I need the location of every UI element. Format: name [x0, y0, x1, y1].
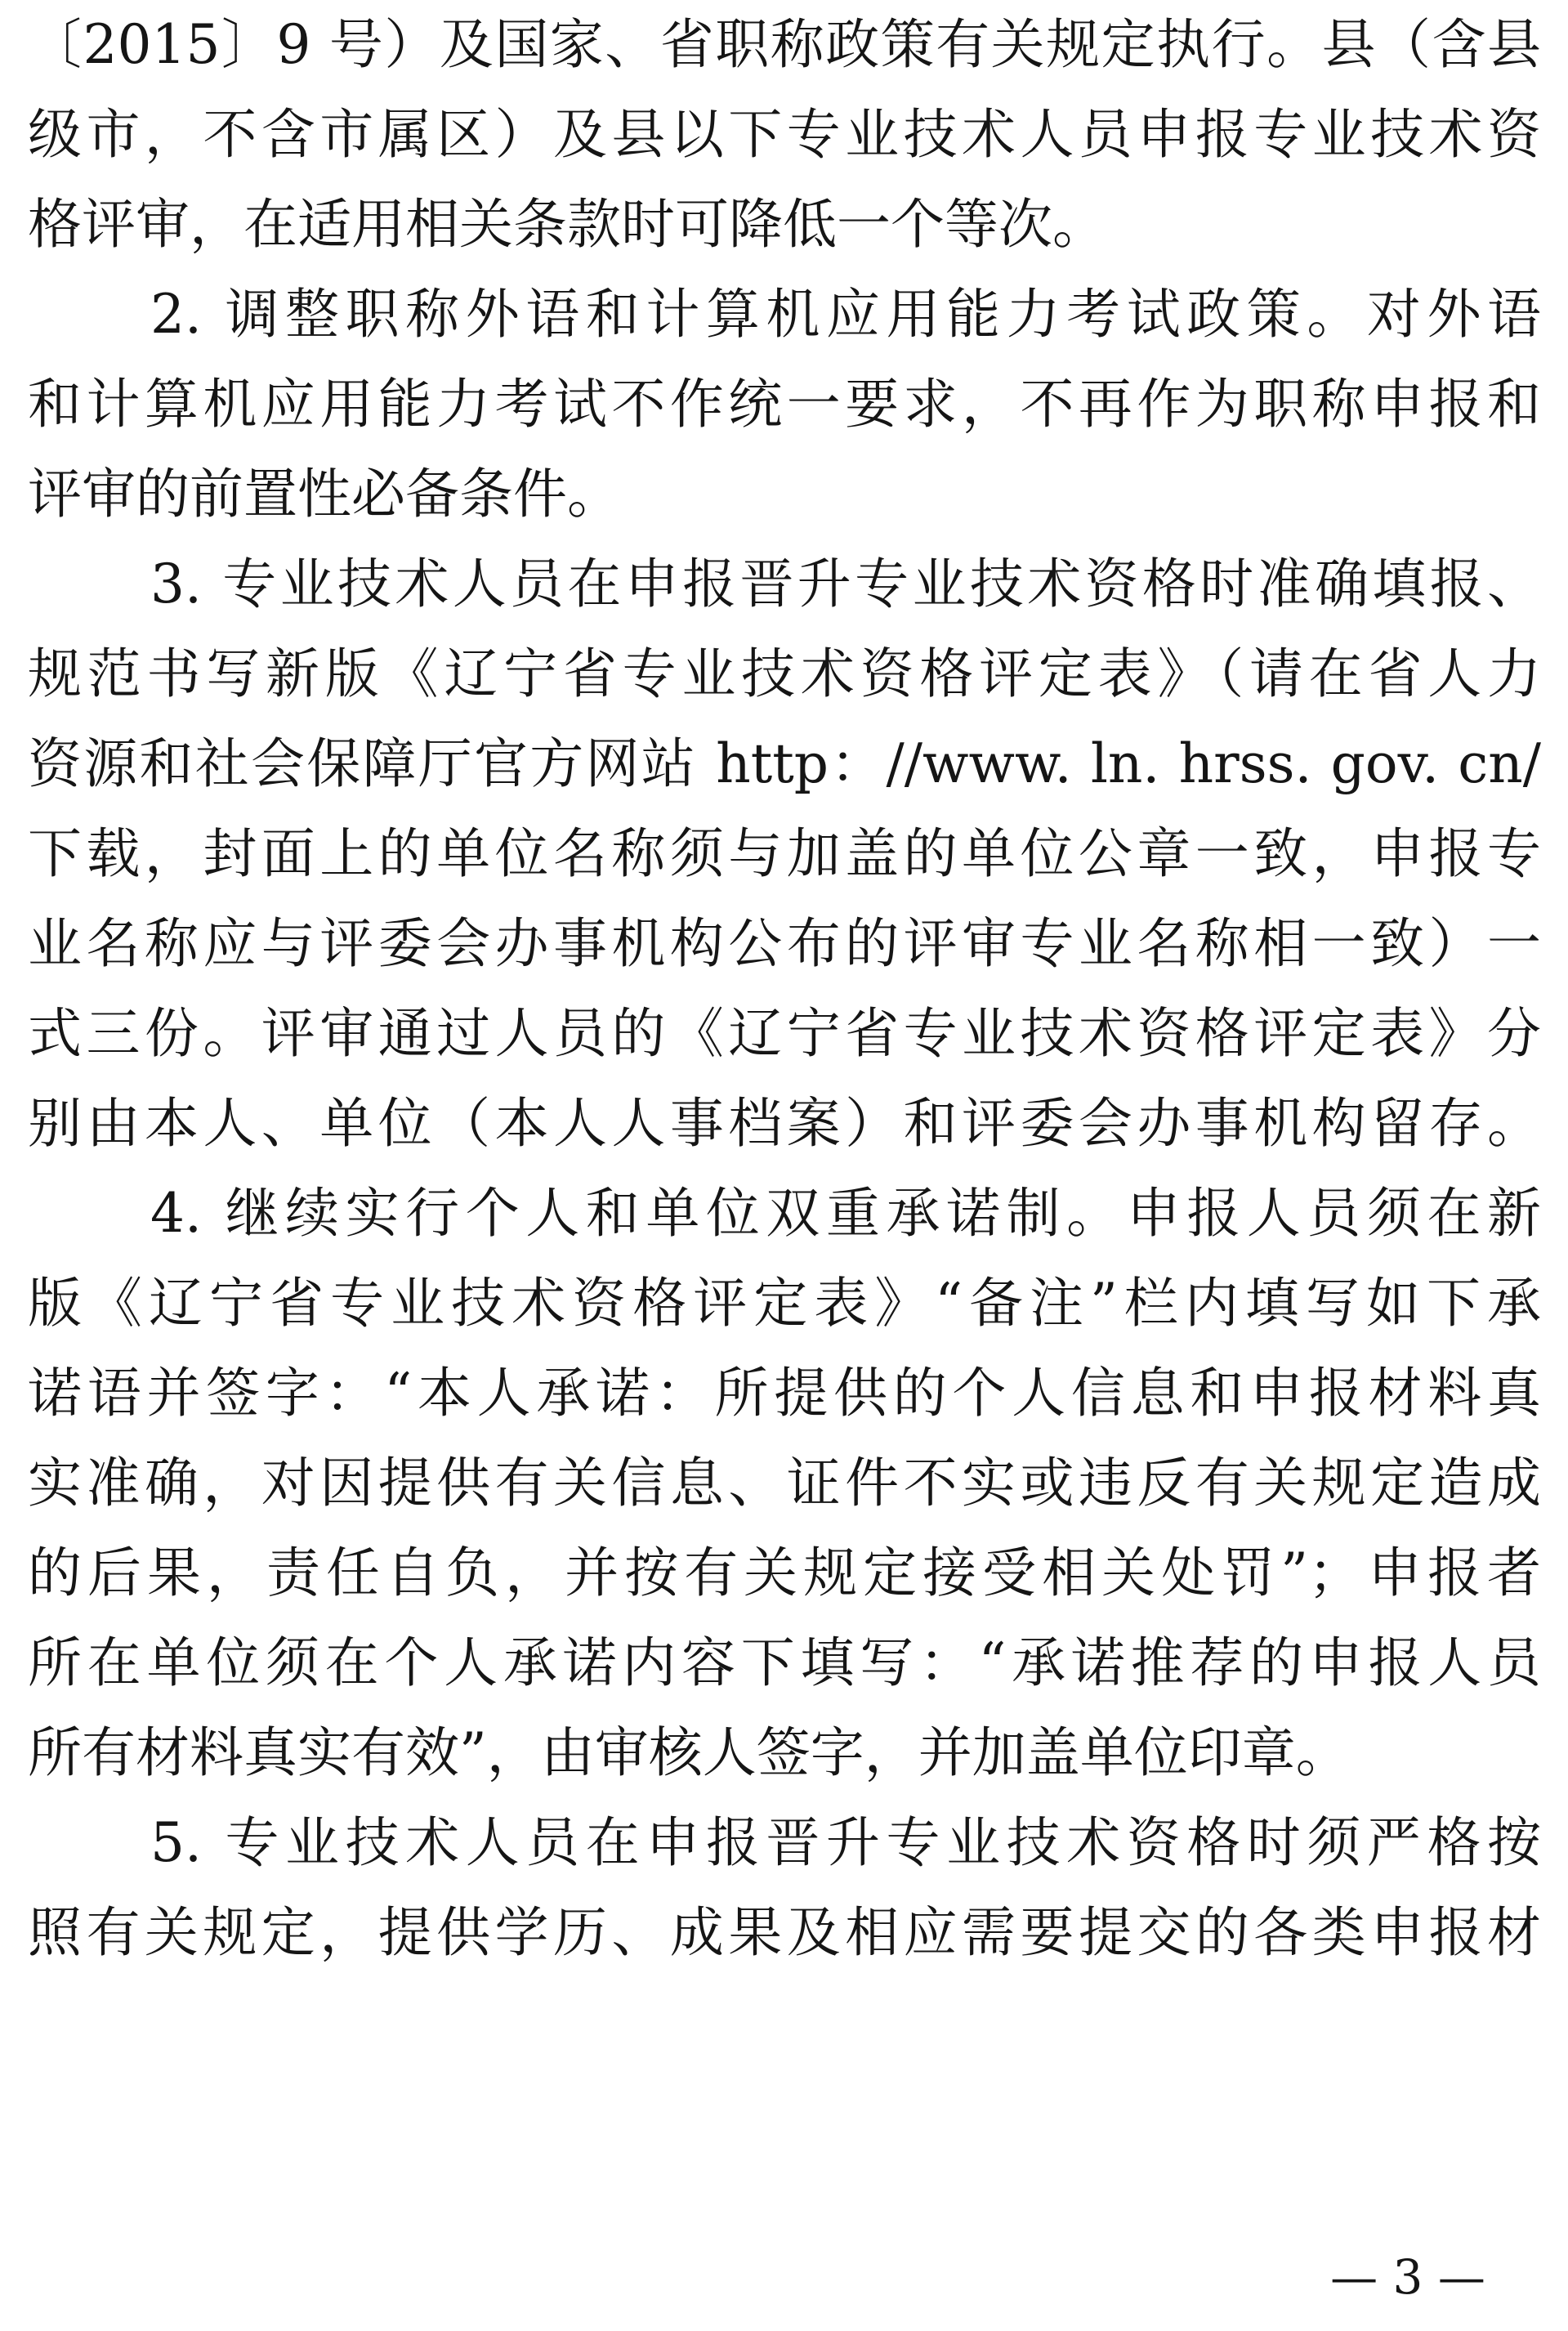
text-line: 诺语并签字：“本人承诺：所提供的个人信息和申报材料真: [28, 1362, 1541, 1425]
text-line: 格评审，在适用相关条款时可降低一个等次。: [28, 193, 1106, 256]
document-page: [28, 0, 1541, 2331]
text-line: 和计算机应用能力考试不作统一要求，不再作为职称申报和: [28, 373, 1541, 436]
text-line: 级市，不含市属区）及县以下专业技术人员申报专业技术资: [28, 103, 1541, 166]
text-line: 的后果，责任自负，并按有关规定接受相关处罚”；申报者: [28, 1541, 1541, 1604]
text-line: 别由本人、单位（本人人事档案）和评委会办事机构留存。: [28, 1092, 1541, 1155]
url-text-line: 资源和社会保障厅官方网站 http：//www. ln. hrss. gov. cn/: [28, 732, 1541, 795]
text-line: 规范书写新版《辽宁省专业技术资格评定表》（请在省人力: [28, 642, 1541, 705]
text-line: 照有关规定，提供学历、成果及相应需要提交的各类申报材: [28, 1901, 1541, 1964]
paragraph-3-heading-line: 3. 专业技术人员在申报晋升专业技术资格时准确填报、: [150, 553, 1541, 615]
paragraph-2-heading-line: 2. 调整职称外语和计算机应用能力考试政策。对外语: [150, 283, 1541, 346]
text-line: 业名称应与评委会办事机构公布的评审专业名称相一致）一: [28, 912, 1541, 975]
text-line: 〔2015〕9 号）及国家、省职称政策有关规定执行。县（含县: [28, 13, 1541, 76]
text-line: 实准确，对因提供有关信息、证件不实或违反有关规定造成: [28, 1452, 1541, 1514]
text-line: 版《辽宁省专业技术资格评定表》“备注”栏内填写如下承: [28, 1272, 1541, 1335]
text-line: 式三份。评审通过人员的《辽宁省专业技术资格评定表》分: [28, 1002, 1541, 1065]
page-number: — 3 —: [1330, 2249, 1485, 2305]
text-line: 评审的前置性必备条件。: [28, 463, 621, 526]
paragraph-4-heading-line: 4. 继续实行个人和单位双重承诺制。申报人员须在新: [150, 1182, 1541, 1245]
text-line: 所有材料真实有效”，由审核人签字，并加盖单位印章。: [28, 1721, 1350, 1784]
text-line: 所在单位须在个人承诺内容下填写：“承诺推荐的申报人员: [28, 1631, 1541, 1694]
text-line: 下载，封面上的单位名称须与加盖的单位公章一致，申报专: [28, 822, 1541, 885]
paragraph-5-heading-line: 5. 专业技术人员在申报晋升专业技术资格时须严格按: [150, 1811, 1541, 1874]
